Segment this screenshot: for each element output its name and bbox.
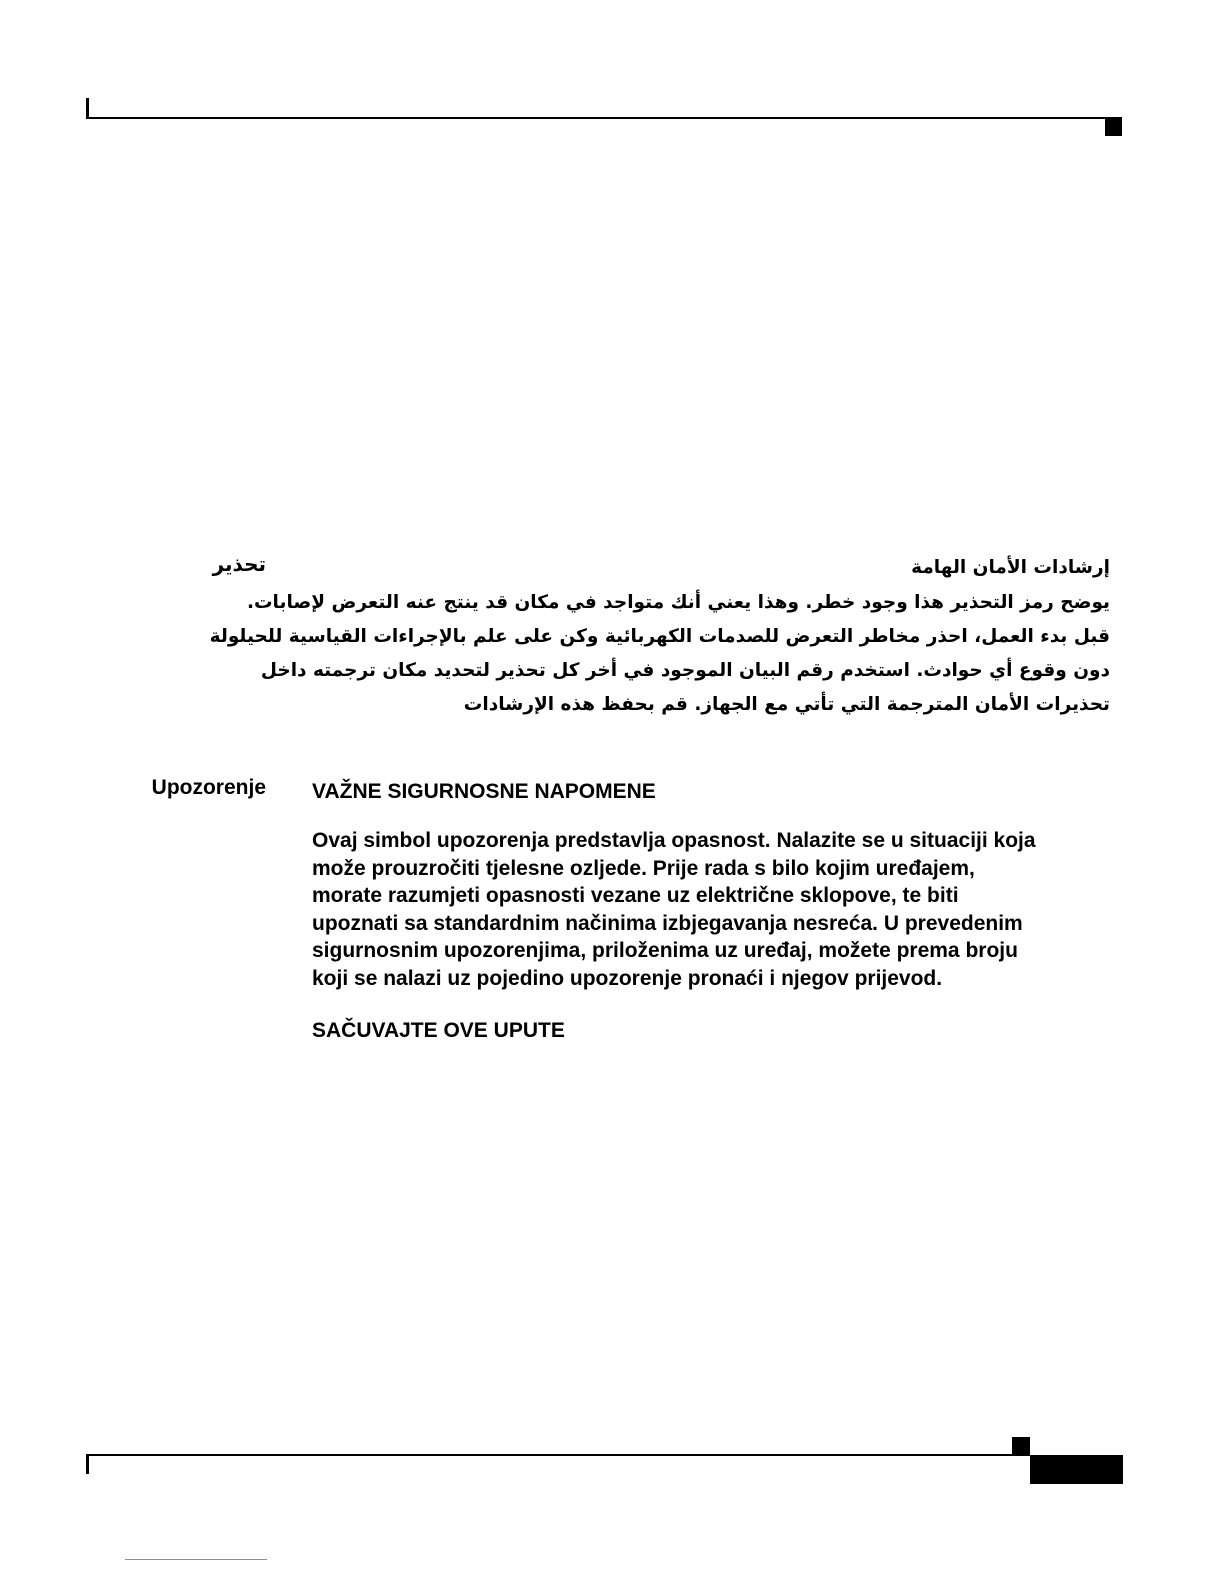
footer-rule-tick [86, 1454, 89, 1474]
croatian-text-line: koji se nalazi uz pojedino upozorenje pronaći i njegov prijevod. [312, 966, 943, 990]
croatian-text-line: Ovaj simbol upozorenja predstavlja opasnost. Nalazite se u situaciji koja [312, 829, 1036, 852]
arabic-text-line: دون وقوع أي حوادث. استخدم رقم البيان الموجود في أخر كل تحذير لتحديد مكان ترجمته داخل [260, 660, 1110, 681]
croatian-text-line: sigurnosnim upozorenjima, priloženima uz uređaj, možete prema broju [312, 939, 1018, 962]
header-corner-marker [1105, 119, 1122, 136]
header-rule [86, 117, 1122, 119]
croatian-warning-paragraph [312, 827, 1112, 992]
arabic-text-line: قبل بدء العمل، احذر مخاطر التعرض للصدمات الكهربائية وكن على علم بالإجراءات القياسية للحيلولة [209, 626, 1110, 647]
arabic-text-line: تحذيرات الأمان المترجمة التي تأتي مع الجهاز. قم بحفظ هذه الإرشادات [463, 694, 1110, 715]
croatian-warning-label: Upozorenje [151, 776, 266, 799]
croatian-warning-body [312, 777, 1112, 1046]
arabic-warning-body [209, 552, 1110, 722]
footer-page-tab [1030, 1455, 1123, 1484]
croatian-text-line: morate razumjeti opasnosti vezane uz električne sklopove, te biti [312, 884, 959, 907]
arabic-warning-title: إرشادات الأمان الهامة [911, 557, 1110, 578]
croatian-text-line: može prouzročiti tjelesne ozljede. Prije rada s bilo kojim uređajem, [312, 856, 975, 880]
footer-corner-marker [1012, 1437, 1030, 1455]
header-rule-tick [86, 98, 89, 119]
footer-rule [86, 1454, 1030, 1456]
arabic-warning-paragraph [209, 586, 1110, 722]
croatian-text-line: upoznati sa standardnim načinima izbjegavanja nesreća. U prevedenim [312, 911, 1023, 935]
croatian-save-instructions-heading: SAČUVAJTE OVE UPUTE [312, 1019, 565, 1042]
arabic-text-line: يوضح رمز التحذير هذا وجود خطر. وهذا يعني أنك متواجد في مكان قد ينتج عنه التعرض لإصابات. [246, 592, 1110, 613]
arabic-warning-label: تحذير [212, 552, 266, 576]
footer-link-underline [125, 1559, 267, 1560]
croatian-warning-title: VAŽNE SIGURNOSNE NAPOMENE [312, 780, 656, 803]
